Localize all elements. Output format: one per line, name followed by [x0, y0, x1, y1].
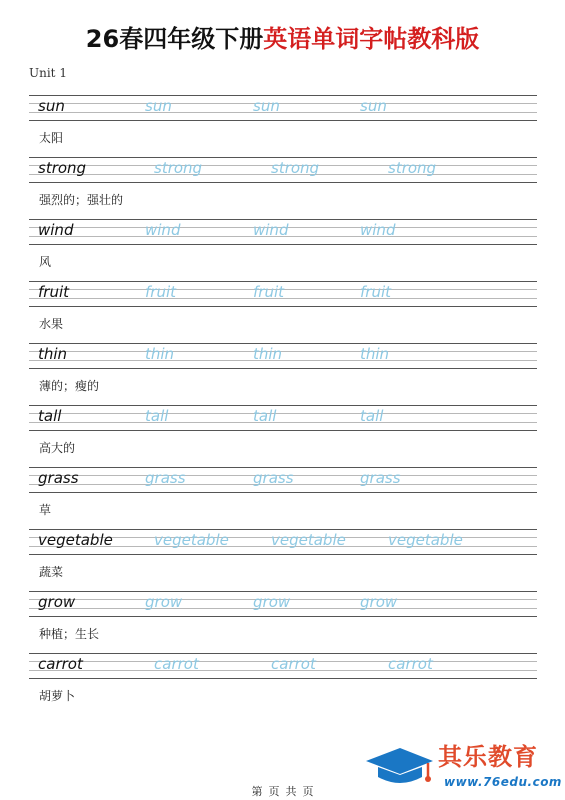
word-row: [29, 95, 537, 157]
word-text: grass: [38, 469, 79, 487]
trace-word: fruit: [253, 283, 285, 301]
trace-word: grow: [145, 593, 183, 611]
trace-word: sun: [360, 97, 387, 115]
brand-logo: [364, 742, 560, 794]
word-meaning: 太阳: [39, 131, 64, 145]
word-row: [29, 405, 537, 467]
writing-lines: [29, 95, 537, 121]
footer-text-1: 第: [251, 785, 263, 798]
word-row: [29, 281, 537, 343]
word-text: fruit: [38, 283, 70, 301]
word-row: [29, 529, 537, 591]
word-row: [29, 219, 537, 281]
word-text: sun: [38, 97, 65, 115]
word-text: tall: [38, 407, 62, 425]
title-subject: 英语单词字帖教科版: [263, 25, 480, 53]
word-text: wind: [38, 221, 74, 239]
word-row: [29, 653, 537, 715]
trace-word: tall: [253, 407, 277, 425]
trace-word: tall: [145, 407, 169, 425]
trace-word: wind: [253, 221, 289, 239]
trace-word: strong: [388, 159, 437, 177]
trace-word: grass: [145, 469, 186, 487]
word-meaning: 草: [39, 503, 52, 517]
trace-word: vegetable: [271, 531, 346, 549]
word-meaning: 蔬菜: [39, 565, 64, 579]
trace-word: thin: [253, 345, 283, 363]
trace-word: wind: [360, 221, 396, 239]
trace-word: sun: [145, 97, 172, 115]
word-meaning: 胡萝卜: [39, 689, 76, 703]
unit-label: Unit 1: [29, 66, 67, 80]
trace-word: grow: [360, 593, 398, 611]
footer-text-2: 页: [268, 785, 280, 798]
brand-name: 其乐教育: [438, 743, 538, 771]
word-text: grow: [38, 593, 76, 611]
trace-word: fruit: [360, 283, 392, 301]
trace-word: thin: [360, 345, 390, 363]
word-row: [29, 343, 537, 405]
word-text: vegetable: [38, 531, 113, 549]
trace-word: sun: [253, 97, 280, 115]
word-meaning: 薄的；瘦的: [39, 379, 100, 393]
trace-word: vegetable: [388, 531, 463, 549]
word-row: [29, 157, 537, 219]
trace-word: grow: [253, 593, 291, 611]
brand-url: www.76edu.com: [444, 775, 562, 789]
trace-word: fruit: [145, 283, 177, 301]
trace-word: carrot: [388, 655, 433, 673]
trace-word: strong: [271, 159, 320, 177]
trace-word: wind: [145, 221, 181, 239]
word-meaning: 种植；生长: [39, 627, 100, 641]
page-title: [0, 22, 565, 56]
word-text: thin: [38, 345, 68, 363]
word-meaning: 风: [39, 255, 52, 269]
title-grade: 26春四年级下册: [85, 25, 264, 53]
trace-word: grass: [360, 469, 401, 487]
word-text: carrot: [38, 655, 83, 673]
trace-word: carrot: [154, 655, 199, 673]
word-meaning: 高大的: [39, 441, 76, 455]
trace-word: grass: [253, 469, 294, 487]
word-list: [29, 95, 537, 715]
trace-word: thin: [145, 345, 175, 363]
trace-word: vegetable: [154, 531, 229, 549]
footer-text-3: 共: [285, 785, 297, 798]
graduation-cap-icon: [364, 744, 434, 788]
footer-text-4: 页: [302, 785, 314, 798]
word-meaning: 强烈的；强壮的: [39, 193, 124, 207]
writing-lines: [29, 405, 537, 431]
trace-word: strong: [154, 159, 203, 177]
word-row: [29, 467, 537, 529]
word-meaning: 水果: [39, 317, 64, 331]
writing-lines: [29, 343, 537, 369]
word-row: [29, 591, 537, 653]
trace-word: tall: [360, 407, 384, 425]
word-text: strong: [38, 159, 87, 177]
trace-word: carrot: [271, 655, 316, 673]
